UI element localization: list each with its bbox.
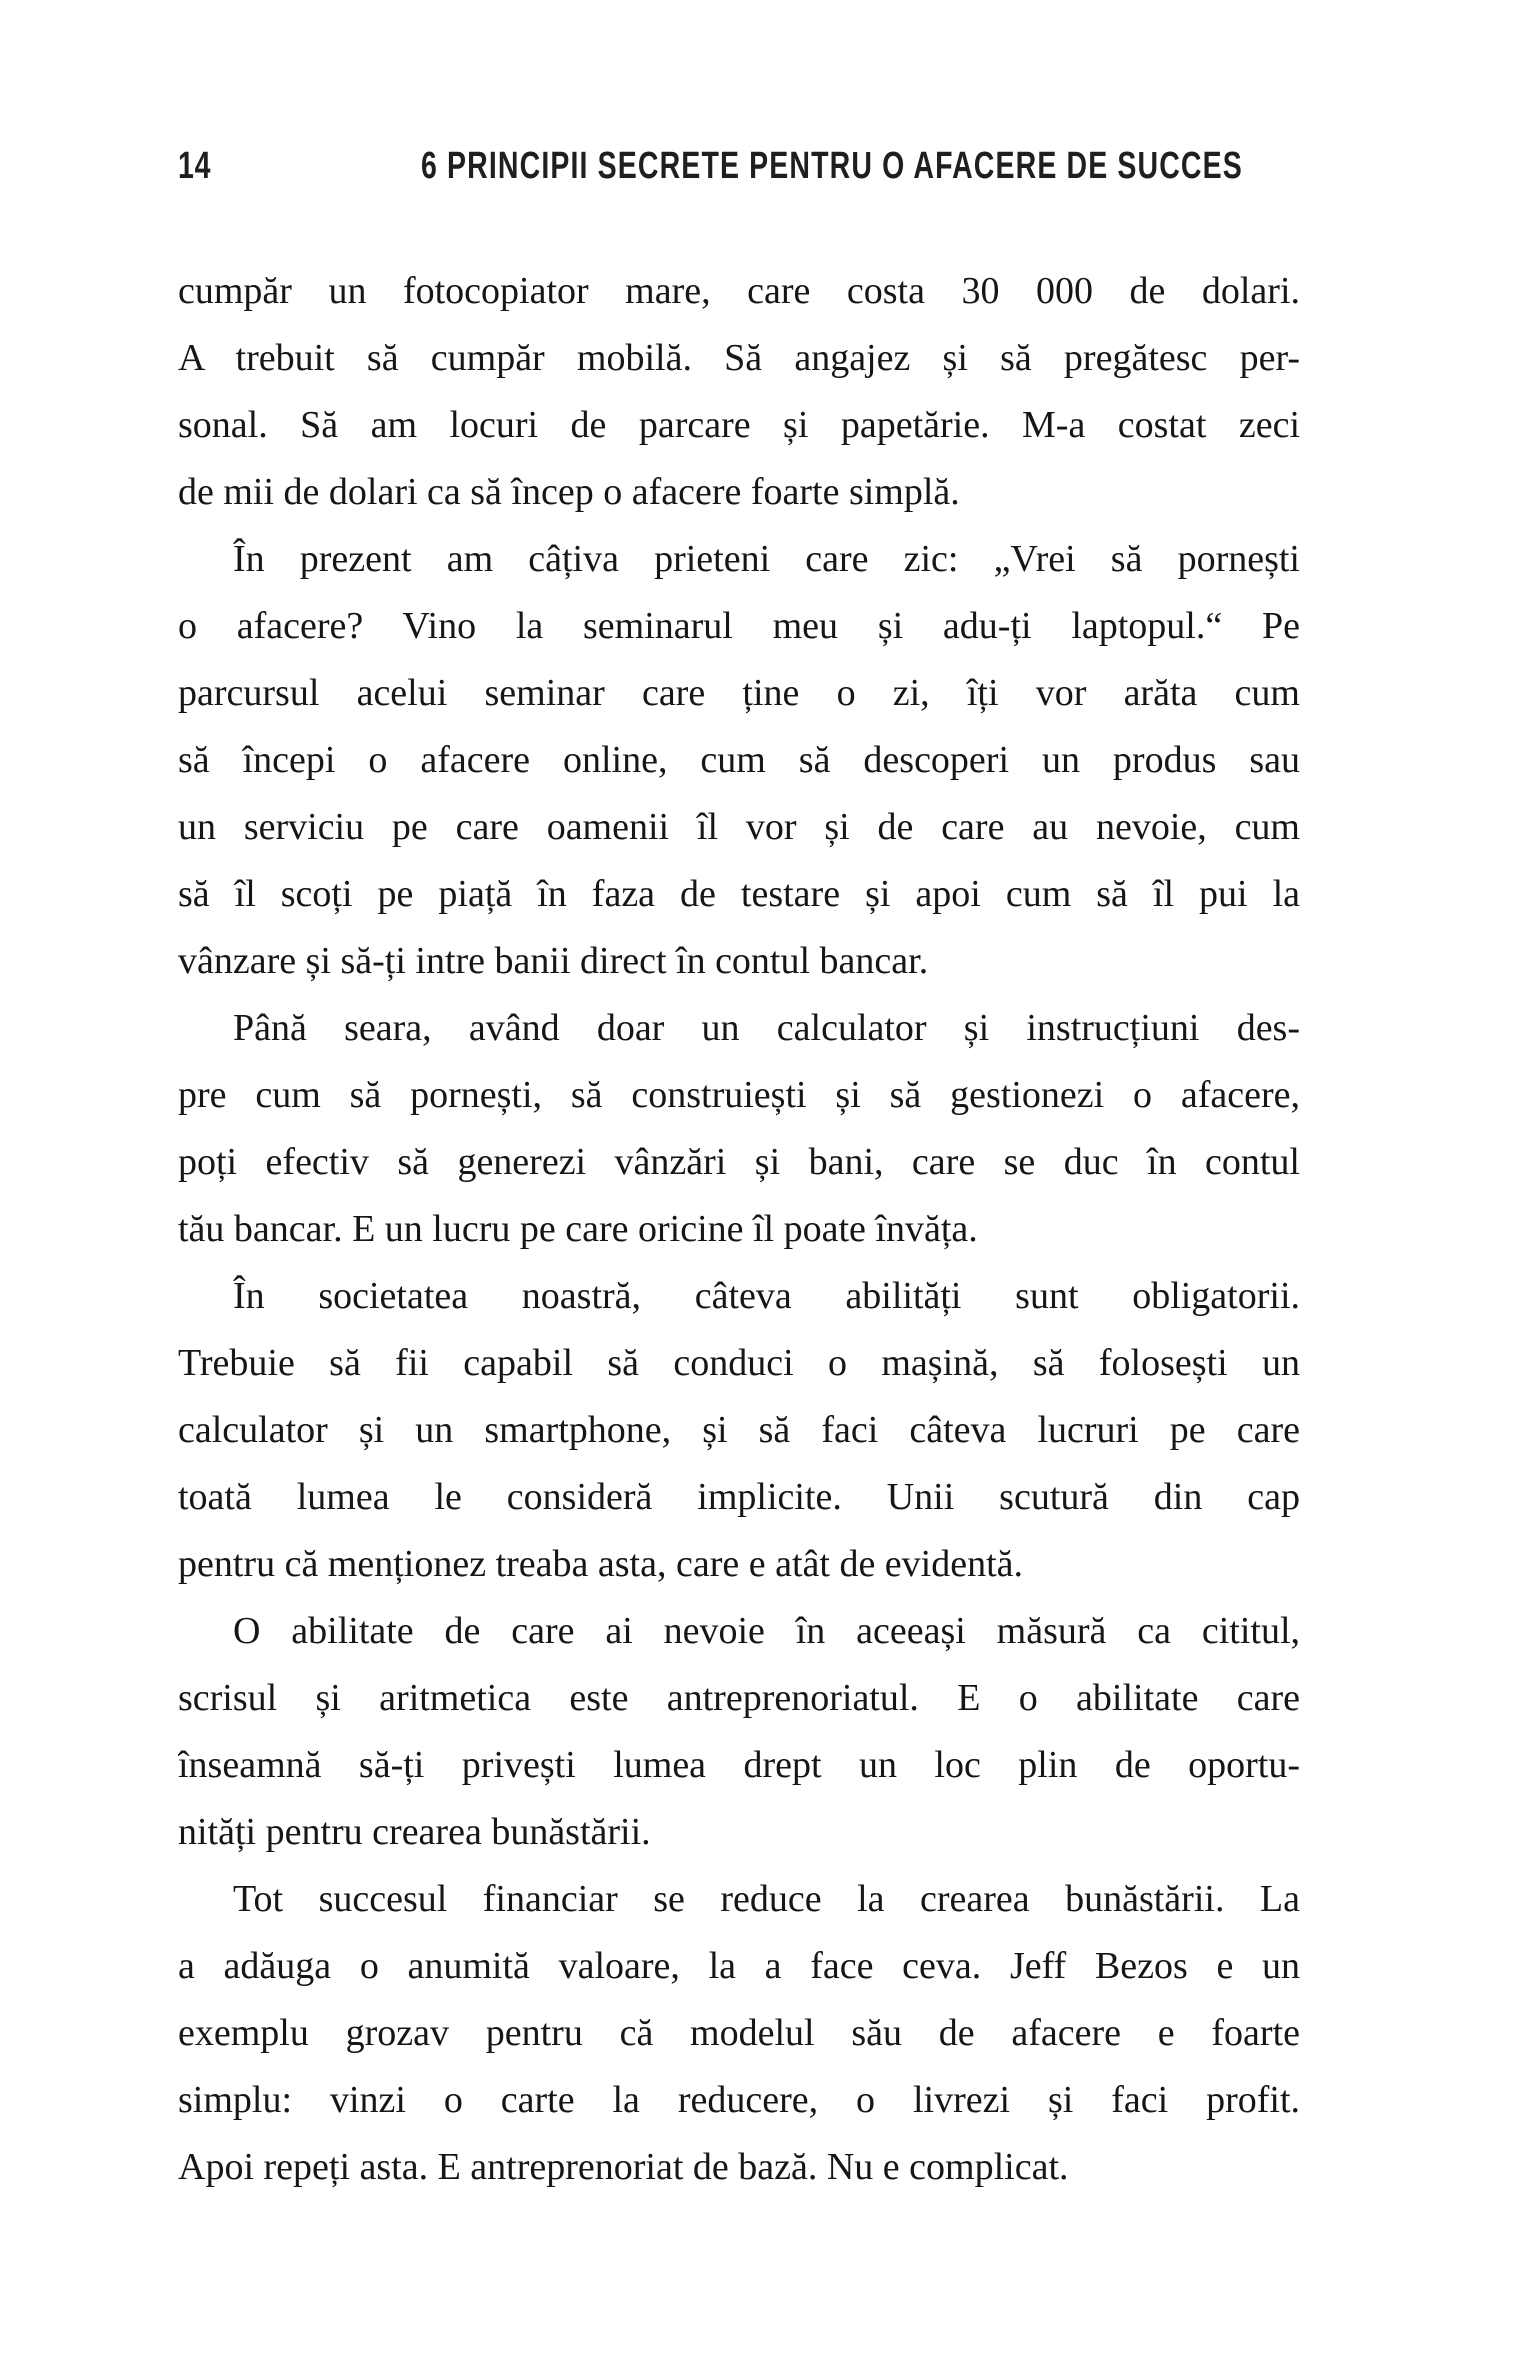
paragraph — [178, 1263, 1300, 1598]
body-line: poți efectiv să generezi vânzări și bani, care se duc în contul — [178, 1141, 1300, 1183]
page-number: 14 — [178, 145, 212, 187]
body-line: a adăuga o anumită valoare, la a face ceva. Jeff Bezos e un — [178, 1945, 1300, 1987]
paragraph — [178, 258, 1300, 526]
body-line: un serviciu pe care oamenii îl vor și de care au nevoie, cum — [178, 806, 1300, 848]
paragraph — [178, 1866, 1300, 2201]
body-line: calculator și un smartphone, și să faci câteva lucruri pe care — [178, 1409, 1300, 1451]
body-line: tău bancar. E un lucru pe care oricine îl poate învăța. — [178, 1208, 978, 1250]
body-line: nități pentru crearea bunăstării. — [178, 1811, 651, 1853]
body-line: să îl scoți pe piață în faza de testare și apoi cum să îl pui la — [178, 873, 1300, 915]
body-line: simplu: vinzi o carte la reducere, o livrezi și faci profit. — [178, 2079, 1300, 2121]
body-line: toată lumea le consideră implicite. Unii scutură din cap — [178, 1476, 1300, 1518]
body-line: sonal. Să am locuri de parcare și papetărie. M-a costat zeci — [178, 404, 1300, 446]
body-line: Trebuie să fii capabil să conduci o mașină, să folosești un — [178, 1342, 1300, 1384]
paragraph — [178, 1598, 1300, 1866]
body-line: În prezent am câțiva prieteni care zic: „Vrei să pornești — [233, 538, 1300, 580]
paragraph — [178, 995, 1300, 1263]
body-line: scrisul și aritmetica este antreprenoriatul. E o abilitate care — [178, 1677, 1300, 1719]
body-line: A trebuit să cumpăr mobilă. Să angajez și să pregătesc per- — [178, 337, 1300, 379]
body-line: În societatea noastră, câteva abilități sunt obligatorii. — [233, 1275, 1300, 1317]
text-block — [178, 258, 1300, 2201]
body-line: pentru că menționez treaba asta, care e atât de evidentă. — [178, 1543, 1024, 1585]
paragraph — [178, 526, 1300, 995]
body-line: Apoi repeți asta. E antreprenoriat de bază. Nu e complicat. — [178, 2146, 1069, 2188]
body-line: O abilitate de care ai nevoie în aceeași măsură ca cititul, — [233, 1610, 1300, 1652]
body-line: înseamnă să-ți privești lumea drept un loc plin de oportu- — [178, 1744, 1300, 1786]
body-line: vânzare și să-ți intre banii direct în contul bancar. — [178, 940, 929, 982]
body-line: Până seara, având doar un calculator și instrucțiuni des- — [233, 1007, 1300, 1049]
body-line: Tot succesul financiar se reduce la crearea bunăstării. La — [233, 1878, 1300, 1920]
body-line: pre cum să pornești, să construiești și să gestionezi o afacere, — [178, 1074, 1300, 1116]
body-line: să începi o afacere online, cum să descoperi un produs sau — [178, 739, 1300, 781]
body-line: cumpăr un fotocopiator mare, care costa 30 000 de dolari. — [178, 270, 1300, 312]
body-line: parcursul acelui seminar care ține o zi, îți vor arăta cum — [178, 672, 1300, 714]
body-line: exemplu grozav pentru că modelul său de afacere e foarte — [178, 2012, 1300, 2054]
body-line: o afacere? Vino la seminarul meu și adu-ți laptopul.“ Pe — [178, 605, 1300, 647]
running-head: 6 PRINCIPII SECRETE PENTRU O AFACERE DE SUCCES — [421, 145, 1243, 187]
body-line: de mii de dolari ca să încep o afacere foarte simplă. — [178, 471, 960, 513]
